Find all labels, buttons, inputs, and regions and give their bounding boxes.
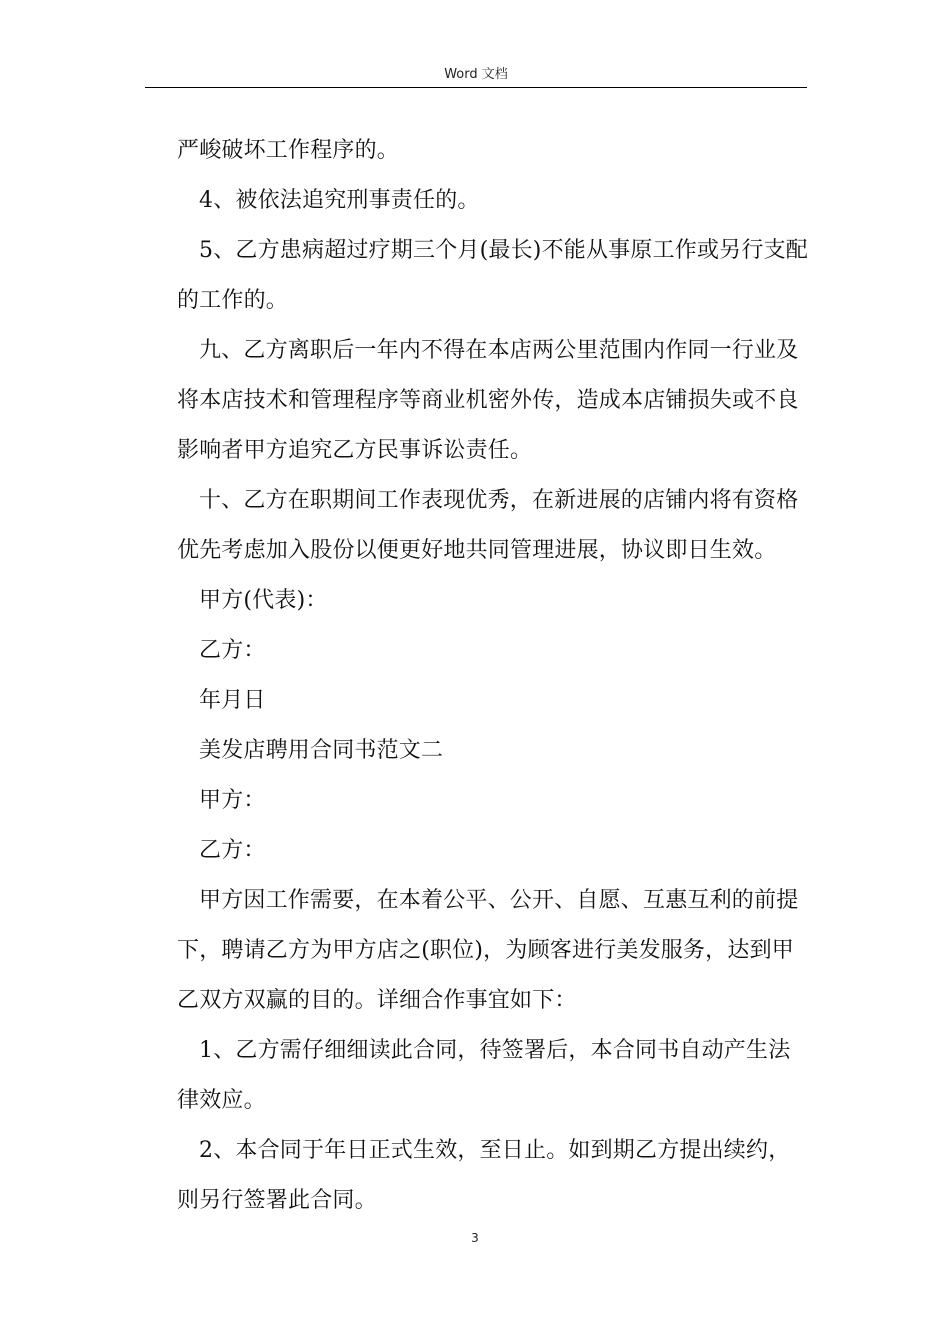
text-line: 年月日 bbox=[199, 688, 266, 713]
text-line: 4、被依法追究刑事责任的。 bbox=[199, 188, 480, 213]
text-line: 严峻破坏工作程序的。 bbox=[177, 138, 400, 163]
document-body bbox=[177, 126, 807, 1226]
header-divider bbox=[145, 87, 807, 88]
text-line: 优先考虑加入股份以便更好地共同管理进展，协议即日生效。 bbox=[177, 538, 777, 563]
text-line: 将本店技术和管理程序等商业机密外传，造成本店铺损失或不良 bbox=[177, 388, 799, 413]
text-line: 则另行签署此合同。 bbox=[177, 1188, 377, 1213]
text-line: 乙方： bbox=[199, 838, 266, 863]
text-line: 5、乙方患病超过疗期三个月(最长)不能从事原工作或另行支配 bbox=[199, 238, 808, 263]
text-line: 律效应。 bbox=[177, 1088, 266, 1113]
text-line: 乙方： bbox=[199, 638, 266, 663]
text-line: 甲方因工作需要，在本着公平、公开、自愿、互惠互利的前提 bbox=[199, 888, 799, 913]
text-line: 九、乙方离职后一年内不得在本店两公里范围内作同一行业及 bbox=[199, 338, 799, 363]
text-line: 甲方： bbox=[199, 788, 266, 813]
section-title: 美发店聘用合同书范文二 bbox=[199, 738, 444, 763]
text-line: 2、本合同于年日正式生效，至日止。如到期乙方提出续约， bbox=[199, 1138, 791, 1163]
text-line: 的工作的。 bbox=[177, 288, 289, 313]
text-line: 下，聘请乙方为甲方店之(职位)，为顾客进行美发服务，达到甲 bbox=[177, 938, 794, 963]
text-line: 影响者甲方追究乙方民事诉讼责任。 bbox=[177, 438, 533, 463]
text-line: 甲方(代表)： bbox=[199, 588, 328, 613]
text-line: 十、乙方在职期间工作表现优秀，在新进展的店铺内将有资格 bbox=[199, 488, 799, 513]
page-number: 3 bbox=[471, 1231, 479, 1245]
text-line: 乙双方双赢的目的。详细合作事宜如下： bbox=[177, 988, 577, 1013]
page-header: Word 文档 bbox=[444, 67, 508, 82]
text-line: 1、乙方需仔细细读此合同，待签署后，本合同书自动产生法 bbox=[199, 1038, 791, 1063]
